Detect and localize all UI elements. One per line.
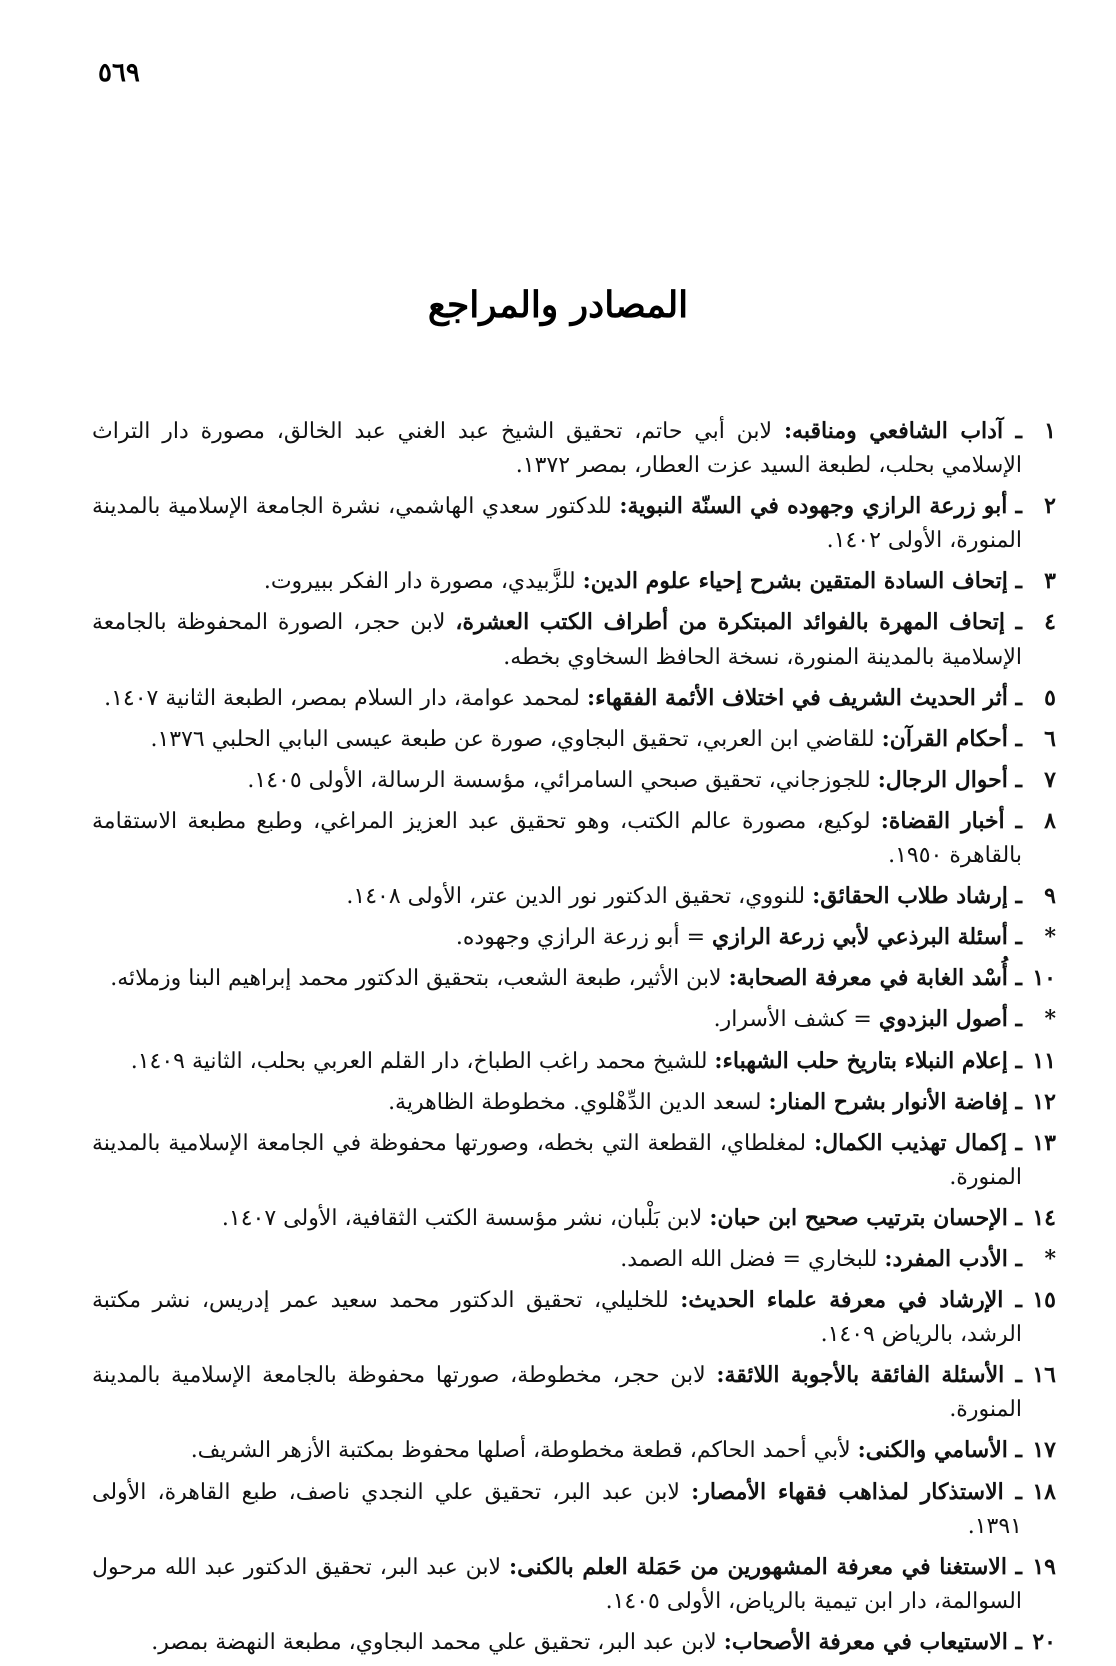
- reference-number: ٢٠: [1032, 1628, 1056, 1655]
- reference-title: ـ إتحاف المهرة بالفوائد المبتكرة من أطراف الكتب العشرة،: [455, 609, 1022, 636]
- reference-entry: [92, 804, 1022, 873]
- reference-details: = كشف الأسرار.: [713, 1007, 872, 1033]
- page-number: ٥٦٩: [98, 58, 140, 88]
- reference-star-marker: *: [1044, 924, 1056, 951]
- page-title: المصادر والمراجع: [427, 284, 689, 326]
- reference-entry: [92, 722, 1022, 757]
- reference-item-star-1: [92, 920, 1056, 955]
- reference-details: للشيخ محمد راغب الطباخ، دار القلم العربي بحلب، الثانية ١٤٠٩.: [130, 1048, 708, 1074]
- reference-number: ٨: [1044, 807, 1056, 834]
- reference-details: للزَّبيدي، مصورة دار الفكر ببيروت.: [263, 569, 576, 595]
- reference-entry: [92, 681, 1022, 716]
- reference-item-15: [92, 1283, 1056, 1352]
- reference-details: لابن الأثير، طبعة الشعب، بتحقيق الدكتور محمد إبراهيم البنا وزملائه.: [110, 966, 722, 992]
- reference-entry: [92, 1201, 1022, 1236]
- reference-title: ـ الاستذكار لمذاهب فقهاء الأمصار:: [691, 1478, 1022, 1505]
- reference-number: ١٤: [1032, 1204, 1056, 1231]
- reference-details: للقاضي ابن العربي، تحقيق البجاوي، صورة عن طبعة عيسى البابي الحلبي ١٣٧٦.: [150, 726, 875, 752]
- reference-details: لسعد الدين الدِّهْلوي. مخطوطة الظاهرية.: [388, 1089, 762, 1115]
- reference-title: ـ أسئلة البرذعي لأبي زرعة الرازي: [712, 924, 1022, 951]
- reference-details: = أبو زرعة الرازي وجهوده.: [455, 925, 706, 951]
- reference-entry: [92, 1433, 1022, 1468]
- reference-title: ـ إرشاد طلاب الحقائق:: [812, 883, 1022, 910]
- reference-number: ١٥: [1032, 1287, 1056, 1314]
- reference-title: ـ أخبار القضاة:: [880, 807, 1022, 834]
- reference-entry: [92, 1550, 1022, 1619]
- reference-star-marker: *: [1044, 1006, 1056, 1033]
- reference-entry: [92, 1126, 1022, 1195]
- reference-item-13: [92, 1126, 1056, 1195]
- reference-title: ـ إفاضة الأنوار بشرح المنار:: [768, 1088, 1022, 1115]
- reference-title: ـ أصول البزدوي: [878, 1006, 1022, 1033]
- reference-item-19: [92, 1550, 1056, 1619]
- reference-item-1: [92, 414, 1056, 483]
- reference-details: للبخاري = فضل الله الصمد.: [620, 1246, 878, 1272]
- reference-details: للنووي، تحقيق الدكتور نور الدين عتر، الأولى ١٤٠٨.: [346, 884, 806, 910]
- reference-number: ٧: [1044, 766, 1056, 793]
- reference-entry: [92, 1358, 1022, 1427]
- reference-number: ١٨: [1032, 1478, 1056, 1505]
- reference-entry: [92, 564, 1022, 599]
- reference-number: ١٦: [1032, 1362, 1056, 1389]
- reference-entry: [92, 763, 1022, 798]
- reference-details: لمحمد عوامة، دار السلام بمصر، الطبعة الثانية ١٤٠٧.: [104, 685, 580, 711]
- reference-item-7: [92, 763, 1056, 798]
- reference-number: ٤: [1044, 609, 1056, 636]
- reference-entry: [92, 961, 1022, 996]
- reference-entry: [92, 1085, 1022, 1120]
- reference-number: ٢: [1044, 493, 1056, 520]
- reference-item-17: [92, 1433, 1056, 1468]
- reference-item-11: [92, 1044, 1056, 1079]
- reference-details: للجوزجاني، تحقيق صبحي السامرائي، مؤسسة الرسالة، الأولى ١٤٠٥.: [247, 767, 871, 793]
- reference-item-6: [92, 722, 1056, 757]
- reference-details: للدكتور سعدي الهاشمي، نشرة الجامعة الإسلامية بالمدينة المنورة، الأولى ١٤٠٢.: [92, 494, 1022, 554]
- reference-details: لابن عبد البر، تحقيق علي النجدي ناصف، طبع القاهرة، الأولى ١٣٩١.: [92, 1479, 1022, 1539]
- reference-details: لوكيع، مصورة عالم الكتب، وهو تحقيق عبد العزيز المراغي، وطبع مطبعة الاستقامة بالقاهرة ١٩٥٠.: [92, 808, 1022, 869]
- reference-item-9: [92, 879, 1056, 914]
- reference-details: لابن عبد البر، تحقيق الدكتور عبد الله مرحول السوالمة، دار ابن تيمية بالرياض، الأولى ١٤٠٥.: [92, 1554, 1022, 1614]
- reference-title: ـ أبو زرعة الرازي وجهوده في السنّة النبوية:: [619, 493, 1022, 520]
- reference-title: ـ الاستيعاب في معرفة الأصحاب:: [723, 1628, 1022, 1655]
- reference-title: ـ أُسْد الغابة في معرفة الصحابة:: [728, 965, 1022, 992]
- reference-title: ـ آداب الشافعي ومناقبه:: [783, 418, 1022, 444]
- reference-title: ـ أحوال الرجال:: [877, 766, 1022, 793]
- reference-item-star-3: [92, 1242, 1056, 1277]
- reference-number: ١٢: [1032, 1088, 1056, 1115]
- reference-item-2: [92, 489, 1056, 558]
- reference-item-8: [92, 804, 1056, 873]
- reference-entry: [92, 1475, 1022, 1544]
- reference-entry: [92, 489, 1022, 558]
- reference-details: لابن حجر، مخطوطة، صورتها محفوظة بالجامعة الإسلامية بالمدينة المنورة.: [92, 1363, 1022, 1423]
- reference-number: ٥: [1044, 684, 1056, 711]
- reference-details: لابن حجر، الصورة المحفوظة بالجامعة الإسلامية بالمدينة المنورة، نسخة الحافظ السخاوي بخطه.: [92, 610, 1022, 670]
- reference-details: لأبي أحمد الحاكم، قطعة مخطوطة، أصلها محفوظ بمكتبة الأزهر الشريف.: [190, 1438, 851, 1464]
- reference-list: [92, 414, 1056, 1666]
- reference-number: ١: [1044, 418, 1056, 444]
- reference-title: ـ إعلام النبلاء بتاريخ حلب الشهباء:: [714, 1047, 1022, 1074]
- reference-item-3: [92, 564, 1056, 599]
- reference-details: لابن بَلْبان، نشر مؤسسة الكتب الثقافية، الأولى ١٤٠٧.: [221, 1205, 703, 1231]
- reference-entry: [92, 920, 1022, 955]
- reference-title: ـ إتحاف السادة المتقين بشرح إحياء علوم الدين:: [582, 568, 1022, 595]
- reference-entry: [92, 414, 1022, 483]
- reference-entry: [92, 1044, 1022, 1079]
- reference-details: لمغلطاي، القطعة التي بخطه، وصورتها محفوظة في الجامعة الإسلامية بالمدينة المنورة.: [92, 1130, 1022, 1190]
- reference-title: ـ إكمال تهذيب الكمال:: [813, 1129, 1022, 1156]
- reference-number: ١١: [1032, 1047, 1056, 1074]
- reference-title: ـ الاستغنا في معرفة المشهورين من حَمَلة العلم بالكنى:: [509, 1553, 1022, 1580]
- reference-title: ـ أحكام القرآن:: [881, 725, 1022, 752]
- reference-item-18: [92, 1475, 1056, 1544]
- reference-number: ٩: [1044, 883, 1056, 910]
- reference-entry: [92, 1242, 1022, 1277]
- reference-number: ١٩: [1032, 1553, 1056, 1580]
- reference-number: ٣: [1044, 568, 1056, 595]
- reference-item-12: [92, 1085, 1056, 1120]
- reference-item-14: [92, 1201, 1056, 1236]
- reference-item-star-2: [92, 1002, 1056, 1037]
- reference-title: ـ الأسئلة الفائقة بالأجوبة اللائقة:: [716, 1362, 1023, 1389]
- reference-entry: [92, 1283, 1022, 1352]
- reference-details: لابن عبد البر، تحقيق علي محمد البجاوي، مطبعة النهضة بمصر.: [151, 1629, 717, 1655]
- reference-entry: [92, 1002, 1022, 1037]
- reference-title: ـ الأسامي والكنى:: [857, 1437, 1022, 1464]
- reference-number: ٦: [1044, 725, 1056, 752]
- reference-title: ـ الأدب المفرد:: [884, 1245, 1022, 1272]
- reference-details: لابن أبي حاتم، تحقيق الشيخ عبد الغني عبد الخالق، مصورة دار التراث الإسلامي بحلب، لطبعة السيد عزت العطار، بمصر ١٣٧٢.: [92, 419, 1022, 479]
- reference-title: ـ أثر الحديث الشريف في اختلاف الأئمة الفقهاء:: [586, 684, 1022, 711]
- reference-item-5: [92, 681, 1056, 716]
- reference-entry: [92, 879, 1022, 914]
- reference-item-4: [92, 605, 1056, 674]
- reference-item-20: [92, 1625, 1056, 1660]
- reference-number: ١٧: [1032, 1437, 1056, 1464]
- reference-title: ـ الإرشاد في معرفة علماء الحديث:: [680, 1287, 1023, 1314]
- reference-entry: [92, 1625, 1022, 1660]
- reference-star-marker: *: [1044, 1245, 1056, 1272]
- reference-details: للخليلي، تحقيق الدكتور محمد سعيد عمر إدريس، نشر مكتبة الرشد، بالرياض ١٤٠٩.: [92, 1288, 1022, 1348]
- reference-number: ١٠: [1032, 965, 1056, 992]
- reference-item-10: [92, 961, 1056, 996]
- reference-item-16: [92, 1358, 1056, 1427]
- reference-entry: [92, 605, 1022, 674]
- reference-number: ١٣: [1032, 1129, 1056, 1156]
- reference-title: ـ الإحسان بترتيب صحيح ابن حبان:: [709, 1204, 1022, 1231]
